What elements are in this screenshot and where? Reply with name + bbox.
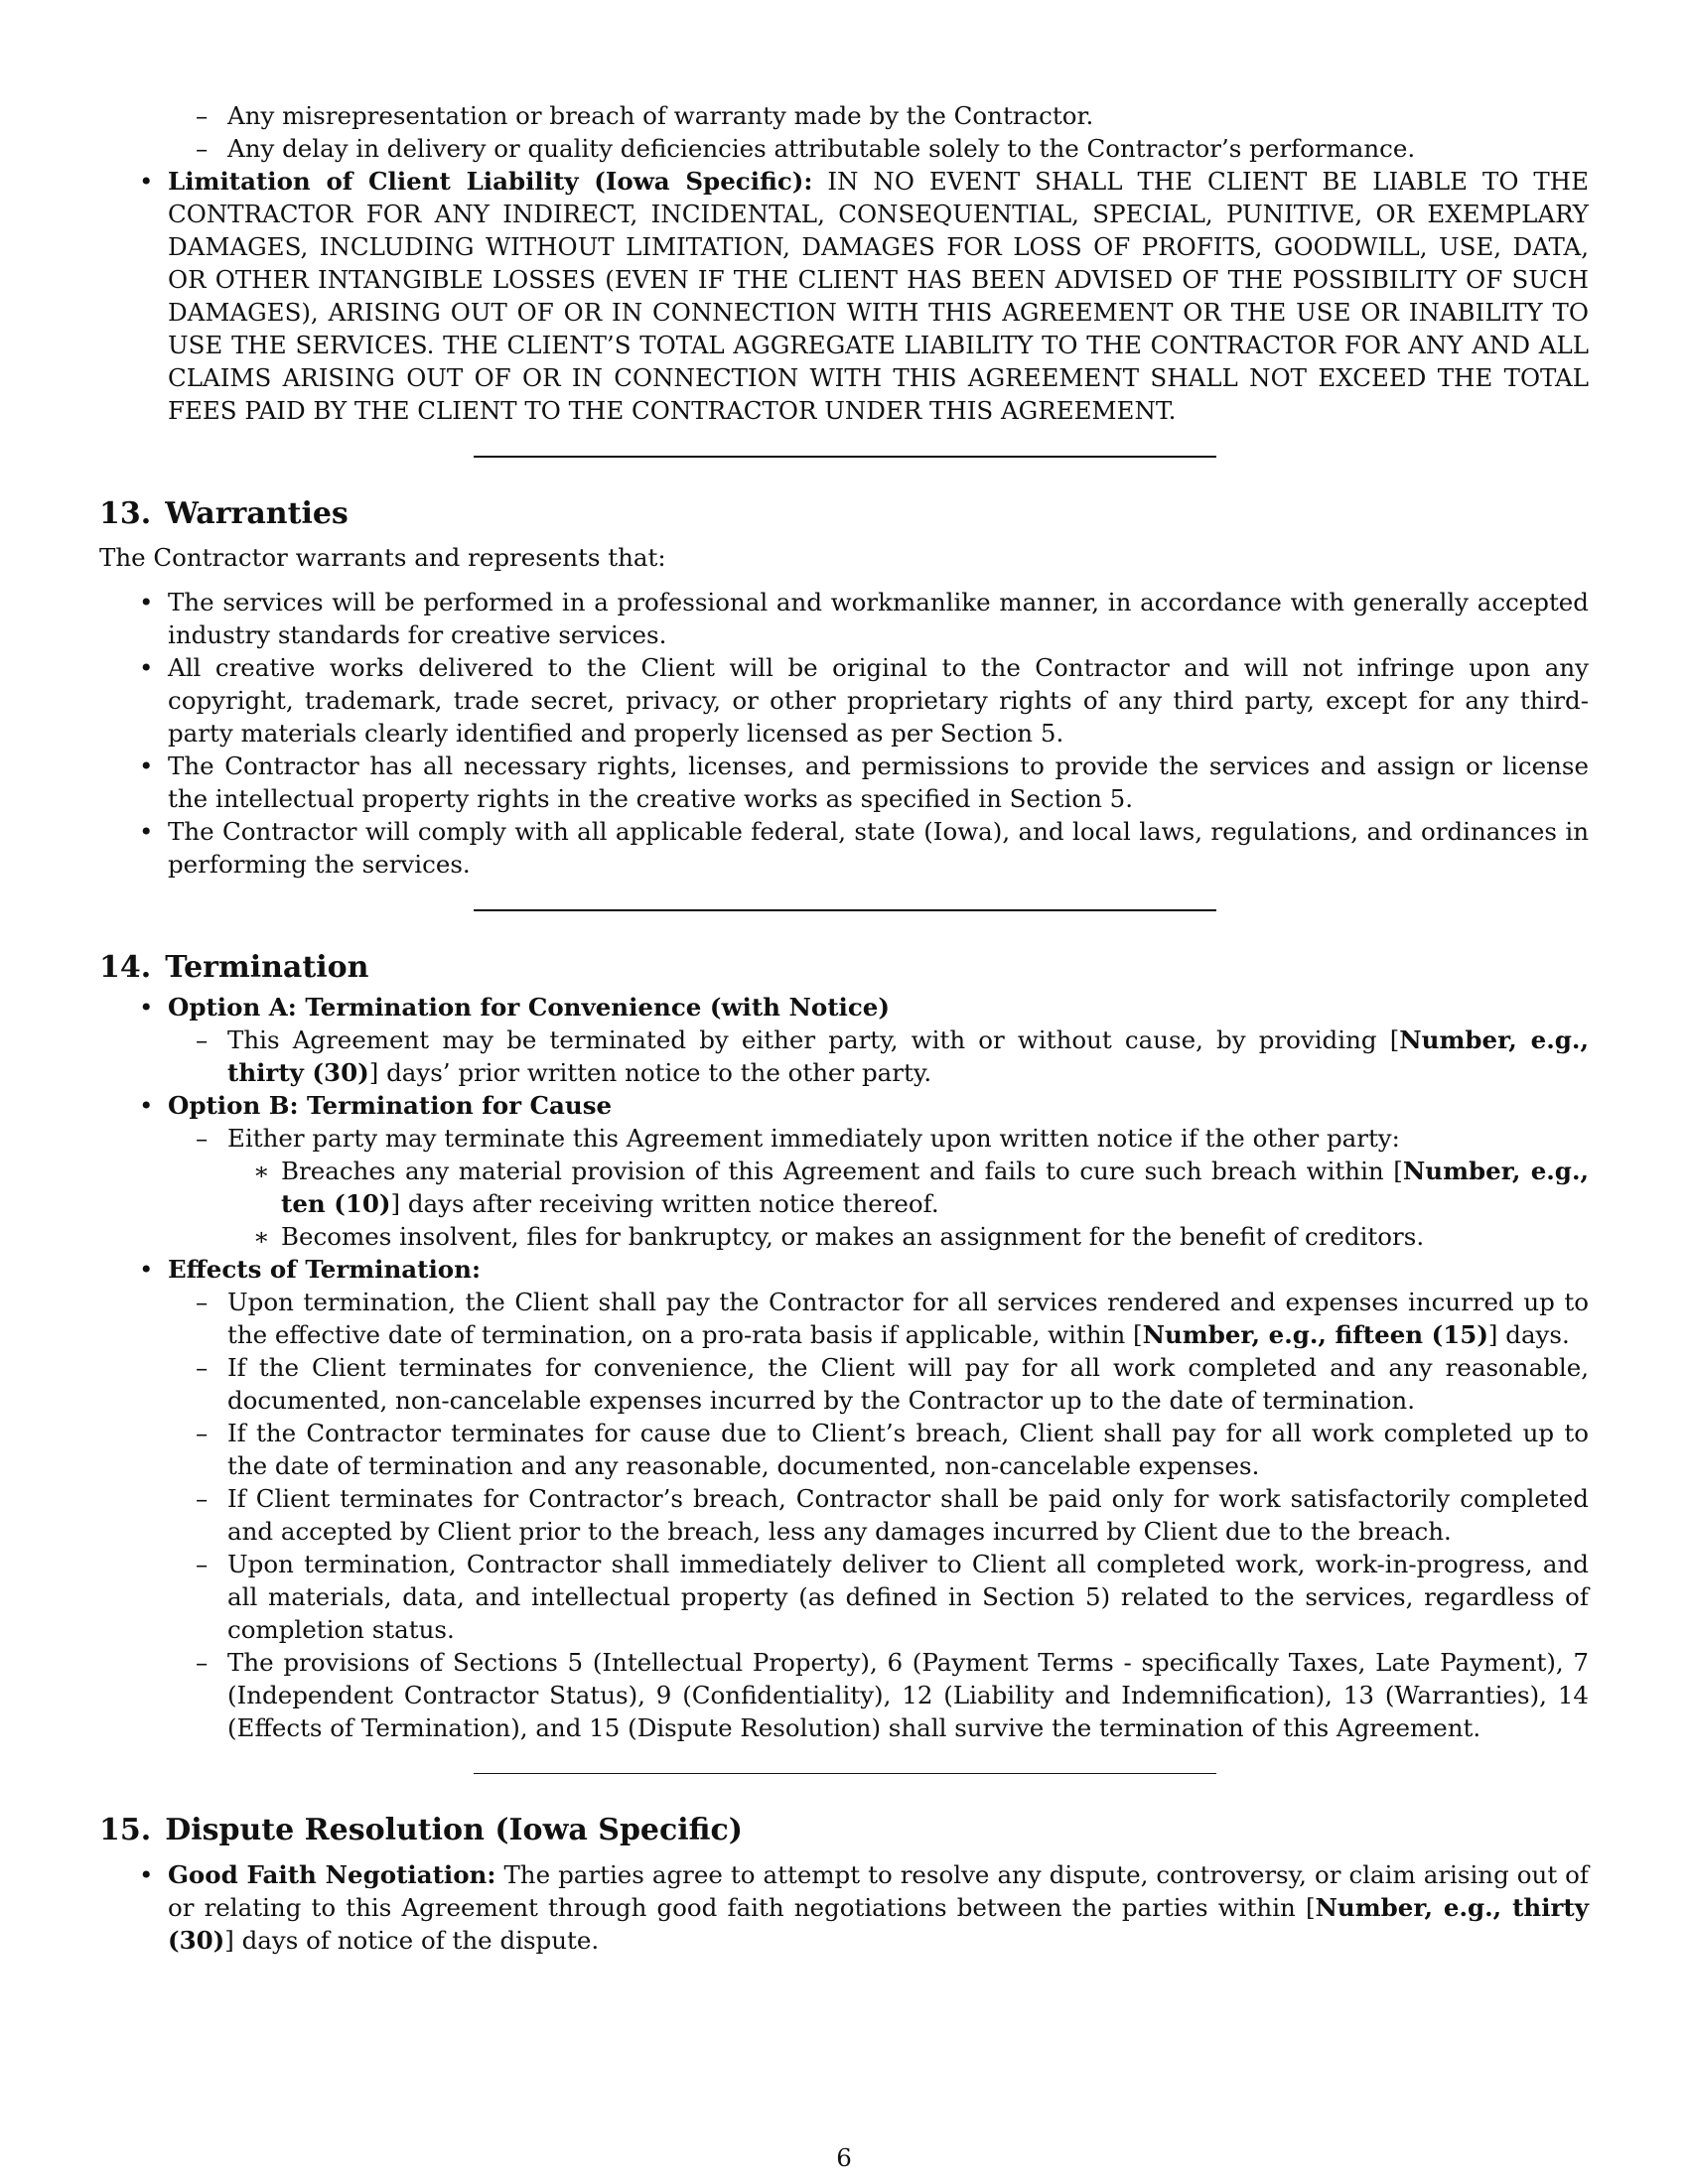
list-item: ∗ Becomes insolvent, files for bankruptcy, or makes an assignment for the benefit of creditors. [253, 1222, 1425, 1251]
list-item: – If the Contractor terminates for cause due to Client’s breach, Client shall pay for all work completed up to the date of termination and any reasonable, documented, non-cancelable expenses. [196, 1419, 1589, 1480]
item-label: Limitation of Client Liability (Iowa Specific): [168, 167, 813, 196]
dispute-list [99, 1858, 1589, 1957]
list-item: – If Client terminates for Contractor’s breach, Contractor shall be paid only for work satisfactorily completed and accepted by Client prior to the breach, less any damages incurred by Client due to the breach. [196, 1484, 1589, 1546]
list-item: – Upon termination, Contractor shall immediately deliver to Client all completed work, work-in-progress, and all materials, data, and intellectual property (as defined in Section 5) related to the services, regardless of completion status. [196, 1550, 1589, 1644]
effects-sublist [168, 1286, 1589, 1744]
effects-item: • Effects of Termination: – Upon termination, the Client shall pay the Contractor for all services rendered and expenses incurred up to the effective date of termination, on a pro-rata basis if applicable, within [Number, e.g., fifteen (15)] days. – If the Client terminates for convenience, the Client will pay for all work completed and any reasonable, documented, non-cancelable expenses incurred by the Contractor up to the date of termination. – If the Contractor terminates for cause due to Client’s breach, Client shall pay for all work completed up to the date of termination and any reasonable, documented, non-cancelable expenses. – If Client terminates for Contractor’s breach, Contractor shall be paid only for work satisfactorily completed and accepted by Client prior to the breach, less any damages incurred by Client due to the breach. – Upon termination, Contractor shall immediately deliver to Client all completed work, work-in-progress, and all materials, data, and intellectual property (as defined in Section 5) related to the services, regardless of completion status. – The provisions of Sections 5 (Intellectual Property), 6 (Payment Terms - specifically Taxes, Late Payment), 7 (Independent Contractor Status), 9 (Confidentiality), 12 (Liability and Indemnification), 13 (Warranties), 14 (Effects of Termination), and 15 (Dispute Resolution) shall survive the termination of this Agreement. [139, 1255, 1589, 1742]
good-faith-negotiation-item: • Good Faith Negotiation: The parties agree to attempt to resolve any dispute, controversy, or claim arising out of or relating to this Agreement through good faith negotiations between the parties within [Number, e.g., thirty (30)] days of notice of the dispute. [139, 1860, 1590, 1955]
list-item: – Any delay in delivery or quality deficiencies attributable solely to the Contractor’s performance. [196, 134, 1416, 163]
section-heading-termination: 14. Termination [99, 950, 369, 985]
option-a-item: • Option A: Termination for Convenience (with Notice) – This Agreement may be terminated by either party, with or without cause, by providing [Number, e.g., thirty (30)] days’ prior written notice to the other party. [139, 993, 1589, 1087]
option-a-sublist [168, 1024, 1589, 1089]
list-item: – Upon termination, the Client shall pay the Contractor for all services rendered and expenses incurred up to the effective date of termination, on a pro-rata basis if applicable, within [Number, e.g., fifteen (15)] days. [196, 1288, 1589, 1349]
list-item: – This Agreement may be terminated by either party, with or without cause, by providing [Number, e.g., thirty (30)] days’ prior written notice to the other party. [196, 1025, 1589, 1087]
termination-list [99, 991, 1589, 1744]
section-heading-warranties: 13. Warranties [99, 496, 349, 531]
cause-sublist [227, 1155, 1589, 1253]
list-item: – If the Client terminates for convenience, the Client will pay for all work completed and any reasonable, documented, non-cancelable expenses incurred by the Contractor up to the date of termination. [196, 1353, 1589, 1415]
list-item: • The Contractor will comply with all applicable federal, state (Iowa), and local laws, regulations, and ordinances in performing the services. [139, 817, 1589, 879]
limitation-text: IN NO EVENT SHALL THE CLIENT BE LIABLE TO THE CONTRACTOR FOR ANY INDIRECT, INCIDENTAL, CONSEQUENTIAL, SPECIAL, PUNITIVE, OR EXEMPLARY DAMAGES, INCLUDING WITHOUT LIMITATION, DAMAGES FOR LOSS OF PROFITS, GOODWILL, USE, DATA, OR OTHER INTANGIBLE LOSSES (EVEN IF THE CLIENT HAS BEEN ADVISED OF THE POSSIBILITY OF SUCH DAMAGES), ARISING OUT OF OR IN CONNECTION WITH THIS AGREEMENT OR THE USE OR INABILITY TO USE THE SERVICES. THE CLIENT’S TOTAL AGGREGATE LIABILITY TO THE CONTRACTOR FOR ANY AND ALL CLAIMS ARISING OUT OF OR IN CONNECTION WITH THIS AGREEMENT SHALL NOT EXCEED THE TOTAL FEES PAID BY THE CLIENT TO THE CONTRACTOR UNDER THIS AGREEMENT. [168, 167, 1589, 425]
liability-sublist [99, 99, 1589, 165]
limitation-of-liability-item: • Limitation of Client Liability (Iowa Specific): IN NO EVENT SHALL THE CLIENT BE LIABLE TO THE CONTRACTOR FOR ANY INDIRECT, INCIDENTAL, CONSEQUENTIAL, SPECIAL, PUNITIVE, OR EXEMPLARY DAMAGES, INCLUDING WITHOUT LIMITATION, DAMAGES FOR LOSS OF PROFITS, GOODWILL, USE, DATA, OR OTHER INTANGIBLE LOSSES (EVEN IF THE CLIENT HAS BEEN ADVISED OF THE POSSIBILITY OF SUCH DAMAGES), ARISING OUT OF OR IN CONNECTION WITH THIS AGREEMENT OR THE USE OR INABILITY TO USE THE SERVICES. THE CLIENT’S TOTAL AGGREGATE LIABILITY TO THE CONTRACTOR FOR ANY AND ALL CLAIMS ARISING OUT OF OR IN CONNECTION WITH THIS AGREEMENT SHALL NOT EXCEED THE TOTAL FEES PAID BY THE CLIENT TO THE CONTRACTOR UNDER THIS AGREEMENT. [139, 167, 1589, 425]
section-heading-dispute-resolution: 15. Dispute Resolution (Iowa Specific) [99, 1813, 743, 1847]
list-item: • The Contractor has all necessary rights, licenses, and permissions to provide the services and assign or license the intellectual property rights in the creative works as specified in Section 5. [139, 751, 1589, 813]
list-item: ∗ Breaches any material provision of this Agreement and fails to cure such breach within [Number, e.g., ten (10)] days after receiving written notice thereof. [253, 1157, 1590, 1218]
option-b-item: • Option B: Termination for Cause – Either party may terminate this Agreement immediately upon written notice if the other party: ∗ Breaches any material provision of this Agreement and fails to cure such breach within [Number, e.g., ten (10)] days after receiving written notice thereof. ∗ Becomes insolvent, files for bankruptcy, or makes an assignment for the benefit of creditors. [139, 1091, 1590, 1251]
list-item: • The services will be performed in a professional and workmanlike manner, in accordance with generally accepted industry standards for creative services. [139, 588, 1589, 649]
list-item: – The provisions of Sections 5 (Intellectual Property), 6 (Payment Terms - specifically Taxes, Late Payment), 7 (Independent Contractor Status), 9 (Confidentiality), 12 (Liability and Indemnification), 13 (Warranties), 14 (Effects of Termination), and 15 (Dispute Resolution) shall survive the termination of this Agreement. [196, 1648, 1589, 1742]
option-b-sublist [168, 1122, 1589, 1253]
limitation-list [99, 165, 1589, 427]
page-body [99, 99, 1589, 1957]
list-item: • All creative works delivered to the Client will be original to the Contractor and will not infringe upon any copyright, trademark, trade secret, privacy, or other proprietary rights of any third party, except for any third-party materials clearly identified and properly licensed as per Section 5. [139, 653, 1589, 748]
warranties-intro: The Contractor warrants and represents that: [99, 543, 666, 572]
list-item: – Any misrepresentation or breach of warranty made by the Contractor. [196, 101, 1094, 130]
warranties-list [99, 586, 1589, 881]
list-item: – Either party may terminate this Agreement immediately upon written notice if the other party: ∗ Breaches any material provision of this Agreement and fails to cure such breach within [Number, e.g., ten (10)] days after receiving written notice thereof. ∗ Becomes insolvent, files for bankruptcy, or makes an assignment for the benefit of creditors. [196, 1124, 1590, 1251]
page-number: 6 [836, 2143, 852, 2172]
